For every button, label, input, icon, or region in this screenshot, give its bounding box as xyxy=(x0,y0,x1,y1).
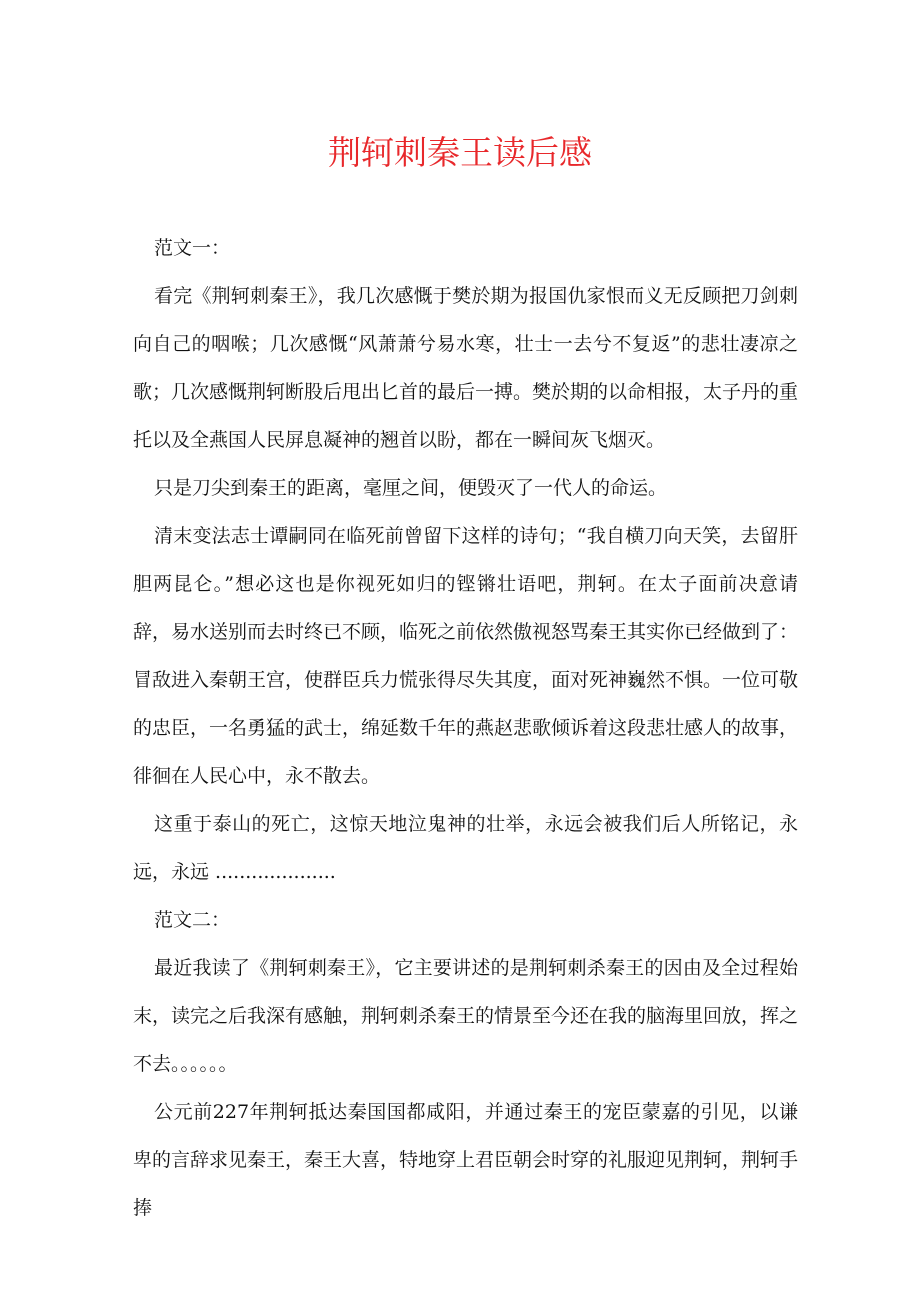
paragraph: 看完《荆轲刺秦王》，我几次感慨于樊於期为报国仇家恨而义无反顾把刀剑刺向自己的咽喉；几次感慨“风萧萧兮易水寒，壮士一去兮不复返”的悲壮凄凉之歌；几次感慨荆轲断股后甩出匕首的最后一搏。樊於期的以命相报，太子丹的重托以及全燕国人民屏息凝神的翘首以盼，都在一瞬间灰飞烟灭。 xyxy=(133,285,799,451)
paragraph-heading-1: 范文一： xyxy=(154,237,231,259)
paragraph: 最近我读了《荆轲刺秦王》，它主要讲述的是荆轲刺杀秦王的因由及全过程始末，读完之后我深有感触，荆轲刺杀秦王的情景至今还在我的脑海里回放，挥之不去。。。。。。 xyxy=(133,957,799,1075)
paragraph-heading-2: 范文二： xyxy=(154,909,231,931)
paragraph: 清末变法志士谭嗣同在临死前曾留下这样的诗句；“我自横刀向天笑，去留肝胆两昆仑。”想必这也是你视死如归的铿锵壮语吧，荆轲。在太子面前决意请辞，易水送别而去时终已不顾，临死之前依然傲视怒骂秦王其实你已经做到了：冒敌进入秦朝王宫，使群臣兵力慌张得尽失其度，面对死神巍然不惧。一位可敬的忠臣，一名勇猛的武士，绵延数千年的燕赵悲歌倾诉着这段悲壮感人的故事，徘徊在人民心中，永不散去。 xyxy=(133,525,799,787)
paragraph: 这重于泰山的死亡，这惊天地泣鬼神的壮举，永远会被我们后人所铭记，永远，永远 .................... xyxy=(133,813,798,883)
paragraph: 公元前227年荆轲抵达秦国国都咸阳，并通过秦王的宠臣蒙嘉的引见，以谦卑的言辞求见秦王，秦王大喜，特地穿上君臣朝会时穿的礼服迎见荆轲，荆轲手捧 xyxy=(133,1101,799,1219)
paragraph: 只是刀尖到秦王的距离，毫厘之间，便毁灭了一代人的命运。 xyxy=(154,477,668,499)
document-title: 荆轲刺秦王读后感 xyxy=(328,133,592,172)
document-body xyxy=(133,224,798,1232)
